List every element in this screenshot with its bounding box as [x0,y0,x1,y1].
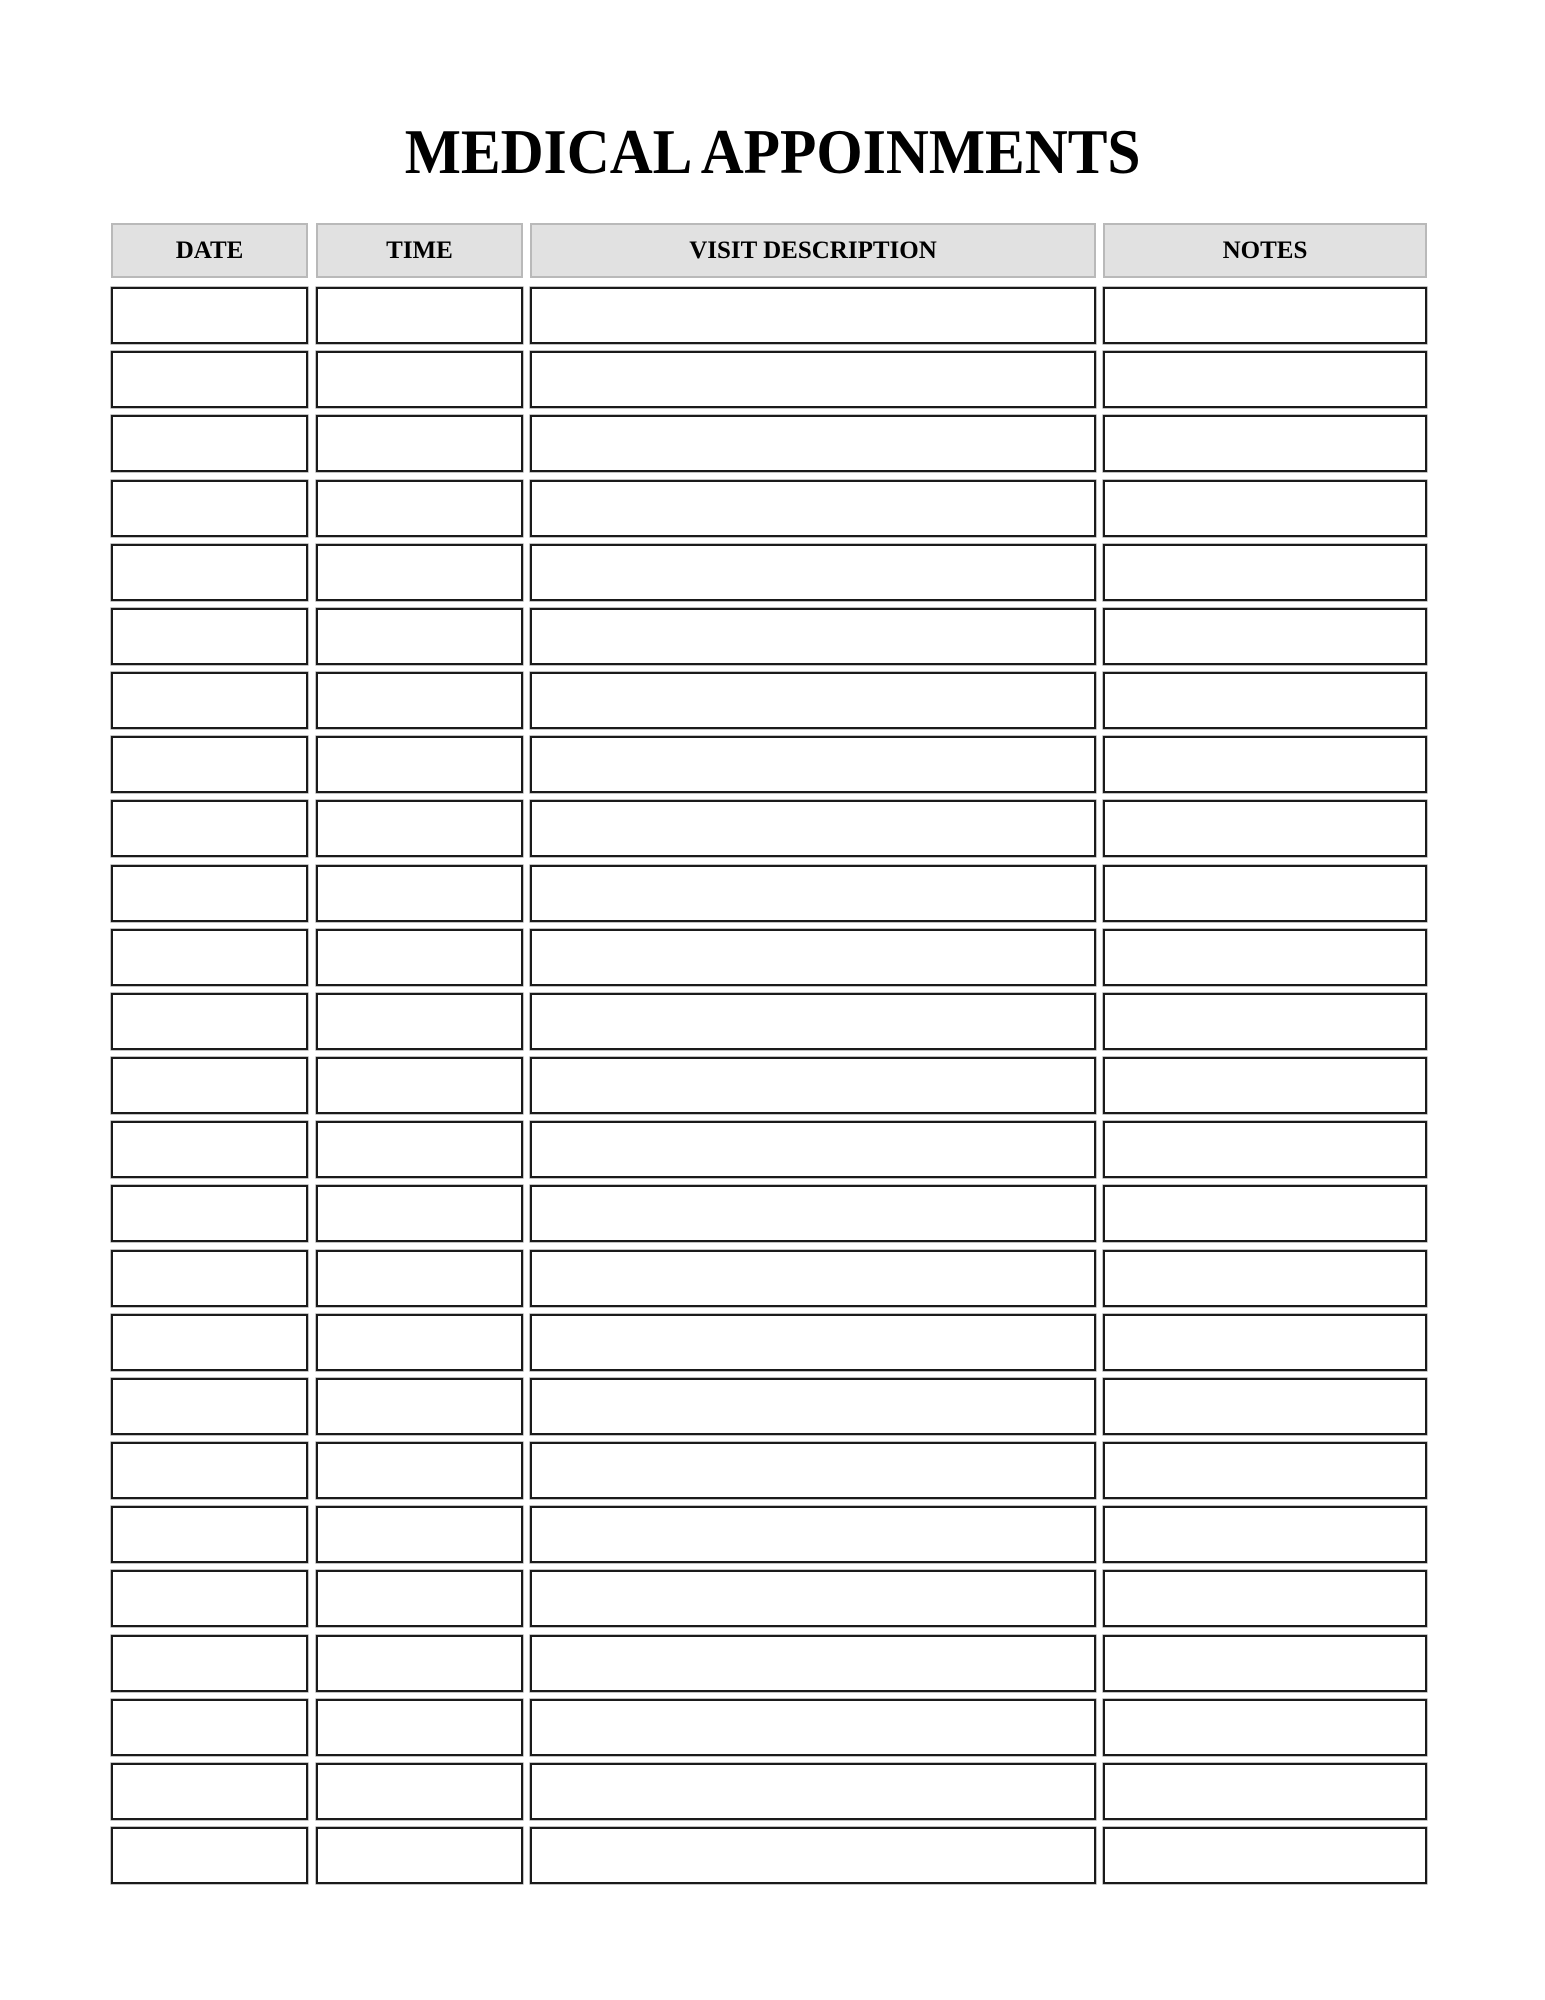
time-cell[interactable] [316,1185,523,1242]
visit-description-cell[interactable] [530,800,1096,857]
visit-description-cell[interactable] [530,993,1096,1050]
visit-description-cell[interactable] [530,1250,1096,1307]
time-cell[interactable] [316,480,523,537]
date-cell[interactable] [111,480,308,537]
time-cell[interactable] [316,1763,523,1820]
date-cell[interactable] [111,1635,308,1692]
notes-cell[interactable] [1103,1570,1427,1627]
visit-description-cell[interactable] [530,415,1096,472]
visit-description-cell[interactable] [530,608,1096,665]
date-cell[interactable] [111,1378,308,1435]
visit-description-cell[interactable] [530,1763,1096,1820]
column-header-notes: NOTES [1103,223,1427,278]
time-cell[interactable] [316,1314,523,1371]
date-cell[interactable] [111,1506,308,1563]
notes-cell[interactable] [1103,1763,1427,1820]
notes-cell[interactable] [1103,1250,1427,1307]
date-cell[interactable] [111,1763,308,1820]
page-title-text: MEDICAL APPOINMENTS [404,116,1141,187]
time-cell[interactable] [316,1442,523,1499]
notes-cell[interactable] [1103,1185,1427,1242]
time-cell[interactable] [316,1570,523,1627]
time-cell[interactable] [316,1250,523,1307]
time-cell[interactable] [316,1635,523,1692]
visit-description-cell[interactable] [530,544,1096,601]
date-cell[interactable] [111,351,308,408]
time-cell[interactable] [316,544,523,601]
date-cell[interactable] [111,929,308,986]
visit-description-cell[interactable] [530,1121,1096,1178]
date-cell[interactable] [111,1570,308,1627]
date-cell[interactable] [111,287,308,344]
time-cell[interactable] [316,1378,523,1435]
visit-description-cell[interactable] [530,1185,1096,1242]
column-header-time: TIME [316,223,523,278]
time-cell[interactable] [316,993,523,1050]
visit-description-cell[interactable] [530,736,1096,793]
visit-description-cell[interactable] [530,1442,1096,1499]
date-cell[interactable] [111,1057,308,1114]
visit-description-cell[interactable] [530,1057,1096,1114]
time-cell[interactable] [316,1699,523,1756]
notes-cell[interactable] [1103,480,1427,537]
time-cell[interactable] [316,800,523,857]
date-cell[interactable] [111,1827,308,1884]
date-cell[interactable] [111,608,308,665]
time-cell[interactable] [316,415,523,472]
notes-cell[interactable] [1103,736,1427,793]
column-header-visit-description: VISIT DESCRIPTION [530,223,1096,278]
visit-description-cell[interactable] [530,865,1096,922]
notes-cell[interactable] [1103,351,1427,408]
date-cell[interactable] [111,1442,308,1499]
notes-cell[interactable] [1103,1635,1427,1692]
date-cell[interactable] [111,800,308,857]
notes-cell[interactable] [1103,608,1427,665]
visit-description-cell[interactable] [530,287,1096,344]
visit-description-cell[interactable] [530,1314,1096,1371]
date-cell[interactable] [111,1314,308,1371]
time-cell[interactable] [316,865,523,922]
visit-description-cell[interactable] [530,1699,1096,1756]
visit-description-cell[interactable] [530,1378,1096,1435]
notes-cell[interactable] [1103,1699,1427,1756]
time-cell[interactable] [316,608,523,665]
date-cell[interactable] [111,672,308,729]
notes-cell[interactable] [1103,415,1427,472]
time-cell[interactable] [316,1827,523,1884]
notes-cell[interactable] [1103,1378,1427,1435]
visit-description-cell[interactable] [530,351,1096,408]
time-cell[interactable] [316,736,523,793]
visit-description-cell[interactable] [530,672,1096,729]
date-cell[interactable] [111,1250,308,1307]
date-cell[interactable] [111,993,308,1050]
visit-description-cell[interactable] [530,929,1096,986]
date-cell[interactable] [111,1121,308,1178]
notes-cell[interactable] [1103,287,1427,344]
notes-cell[interactable] [1103,544,1427,601]
time-cell[interactable] [316,1057,523,1114]
notes-cell[interactable] [1103,993,1427,1050]
page-title [0,112,1545,192]
date-cell[interactable] [111,736,308,793]
time-cell[interactable] [316,351,523,408]
date-cell[interactable] [111,1699,308,1756]
notes-cell[interactable] [1103,1314,1427,1371]
time-cell[interactable] [316,1121,523,1178]
notes-cell[interactable] [1103,1057,1427,1114]
time-cell[interactable] [316,1506,523,1563]
notes-cell[interactable] [1103,1827,1427,1884]
column-header-date: DATE [111,223,308,278]
date-cell[interactable] [111,415,308,472]
notes-cell[interactable] [1103,1506,1427,1563]
notes-cell[interactable] [1103,1121,1427,1178]
time-cell[interactable] [316,672,523,729]
notes-cell[interactable] [1103,929,1427,986]
notes-cell[interactable] [1103,1442,1427,1499]
visit-description-cell[interactable] [530,1635,1096,1692]
notes-cell[interactable] [1103,672,1427,729]
notes-cell[interactable] [1103,865,1427,922]
visit-description-cell[interactable] [530,480,1096,537]
visit-description-cell[interactable] [530,1506,1096,1563]
date-cell[interactable] [111,544,308,601]
time-cell[interactable] [316,929,523,986]
time-cell[interactable] [316,287,523,344]
visit-description-cell[interactable] [530,1570,1096,1627]
date-cell[interactable] [111,865,308,922]
visit-description-cell[interactable] [530,1827,1096,1884]
date-cell[interactable] [111,1185,308,1242]
notes-cell[interactable] [1103,800,1427,857]
